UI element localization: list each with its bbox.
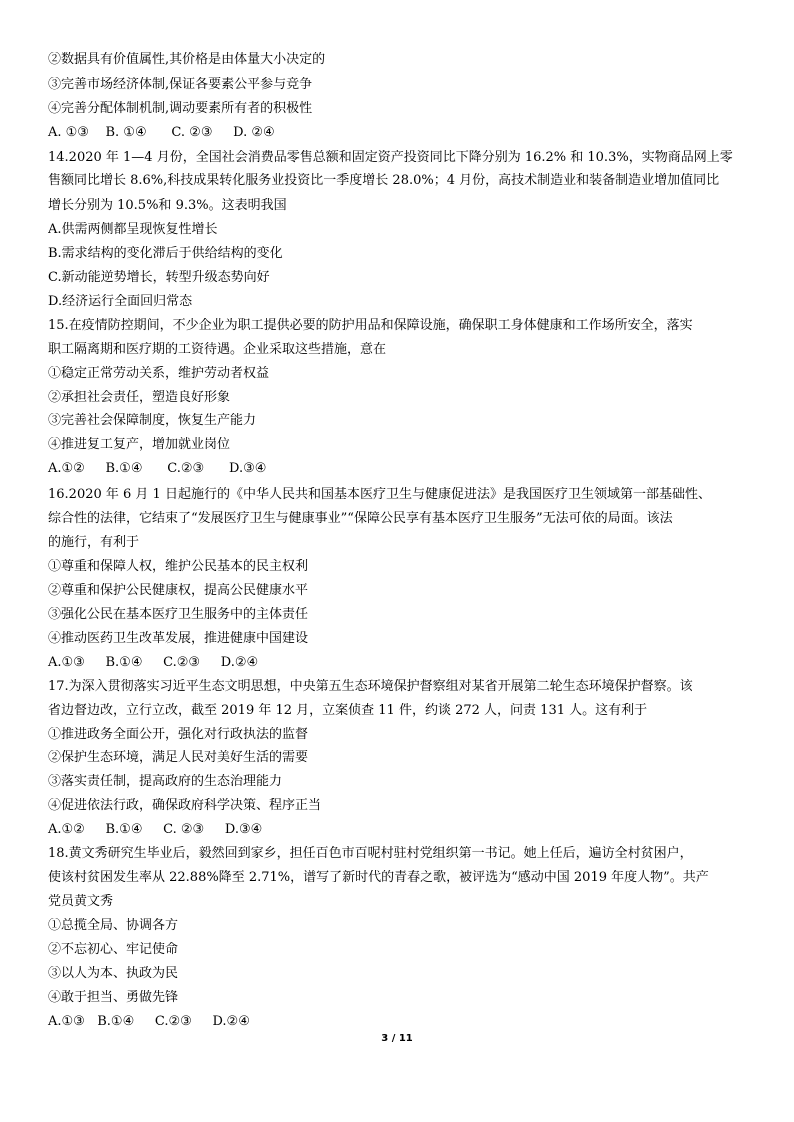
q18-options: A.①③ B.①④ C.②③ D.②④ (48, 1014, 250, 1029)
q16-stem-line1: 16.2020 年 6 月 1 日起施行的《中华人民共和国基本医疗卫生与健康促进法》是我国医疗卫生领域第一部基础性、 (48, 487, 711, 502)
q16-item-1: ①尊重和保障人权，维护公民基本的民主权利 (48, 559, 309, 574)
q18-item-3: ③以人为本、执政为民 (48, 966, 179, 981)
page-number: 3 / 11 (381, 1033, 413, 1044)
top-item-3: ③完善市场经济体制,保证各要素公平参与竞争 (48, 77, 313, 92)
q15-item-2: ②承担社会责任，塑造良好形象 (48, 390, 231, 405)
q16-stem-line3: 的施行，有利于 (48, 535, 140, 550)
q16-item-3: ③强化公民在基本医疗卫生服务中的主体责任 (48, 607, 309, 622)
top-options: A. ①③ B. ①④ C. ②③ D. ②④ (48, 125, 275, 140)
q14-stem-line1: 14.2020 年 1—4 月份，全国社会消费品零售总额和固定资产投资同比下降分别为 16.2% 和 10.3%，实物商品网上零 (48, 150, 733, 165)
q16-stem-line2: 综合性的法律，它结束了“发展医疗卫生与健康事业”“保障公民享有基本医疗卫生服务”无法可依的局面。该法 (48, 511, 673, 526)
q15-item-4: ④推进复工复产，增加就业岗位 (48, 437, 231, 452)
q17-stem-line2: 省边督边改，立行立改，截至 2019 年 12 月，立案侦查 11 件，约谈 272 人，问责 131 人。这有利于 (48, 703, 648, 718)
q17-item-1: ①推进政务全面公开，强化对行政执法的监督 (48, 727, 309, 742)
top-item-2: ②数据具有价值属性,其价格是由体量大小决定的 (48, 52, 326, 67)
q14-option-a: A.供需两侧都呈现恢复性增长 (48, 222, 218, 237)
q16-options: A.①③ B.①④ C.②③ D.②④ (48, 655, 259, 670)
q15-item-3: ③完善社会保障制度，恢复生产能力 (48, 413, 257, 428)
q15-options: A.①② B.①④ C.②③ D.③④ (48, 461, 267, 476)
top-item-4: ④完善分配体制机制,调动要素所有者的积极性 (48, 101, 313, 116)
q14-option-d: D.经济运行全面回归常态 (48, 294, 193, 309)
q17-item-3: ③落实责任制，提高政府的生态治理能力 (48, 774, 283, 789)
q18-stem-line1: 18.黄文秀研究生毕业后，毅然回到家乡，担任百色市百呢村驻村党组织第一书记。她上任后，遍访全村贫困户， (48, 846, 693, 861)
q18-item-2: ②不忘初心、牢记使命 (48, 942, 179, 957)
q14-stem-line3: 增长分别为 10.5%和 9.3%。这表明我国 (48, 198, 287, 213)
q18-item-1: ①总揽全局、协调各方 (48, 918, 179, 933)
q17-item-4: ④促进依法行政，确保政府科学决策、程序正当 (48, 798, 322, 813)
q18-stem-line2: 使该村贫困发生率从 22.88%降至 2.71%，谱写了新时代的青春之歌，被评选为“感动中国 2019 年度人物”。共产 (48, 870, 709, 885)
q15-stem-line1: 15.在疫情防控期间，不少企业为职工提供必要的防护用品和保障设施，确保职工身体健康和工作场所安全，落实 (48, 318, 693, 333)
q18-item-4: ④敢于担当、勇做先锋 (48, 990, 179, 1005)
q14-stem-line2: 售额同比增长 8.6%,科技成果转化服务业投资比一季度增长 28.0%；4 月份，高技术制造业和装备制造业增加值同比 (48, 173, 720, 188)
q14-option-b: B.需求结构的变化滞后于供给结构的变化 (48, 246, 283, 261)
q16-item-2: ②尊重和保护公民健康权，提高公民健康水平 (48, 583, 309, 598)
q17-stem-line1: 17.为深入贯彻落实习近平生态文明思想，中央第五生态环境保护督察组对某省开展第二轮生态环境保护督察。该 (48, 679, 693, 694)
q18-stem-line3: 党员黄文秀 (48, 894, 114, 909)
q15-item-1: ①稳定正常劳动关系，维护劳动者权益 (48, 366, 270, 381)
q16-item-4: ④推动医药卫生改革发展，推进健康中国建设 (48, 631, 309, 646)
q15-stem-line2: 职工隔离期和医疗期的工资待遇。企业采取这些措施，意在 (48, 342, 387, 357)
q17-options: A.①② B.①④ C. ②③ D.③④ (48, 822, 263, 837)
q17-item-2: ②保护生态环境，满足人民对美好生活的需要 (48, 750, 309, 765)
q14-option-c: C.新动能逆势增长，转型升级态势向好 (48, 270, 270, 285)
